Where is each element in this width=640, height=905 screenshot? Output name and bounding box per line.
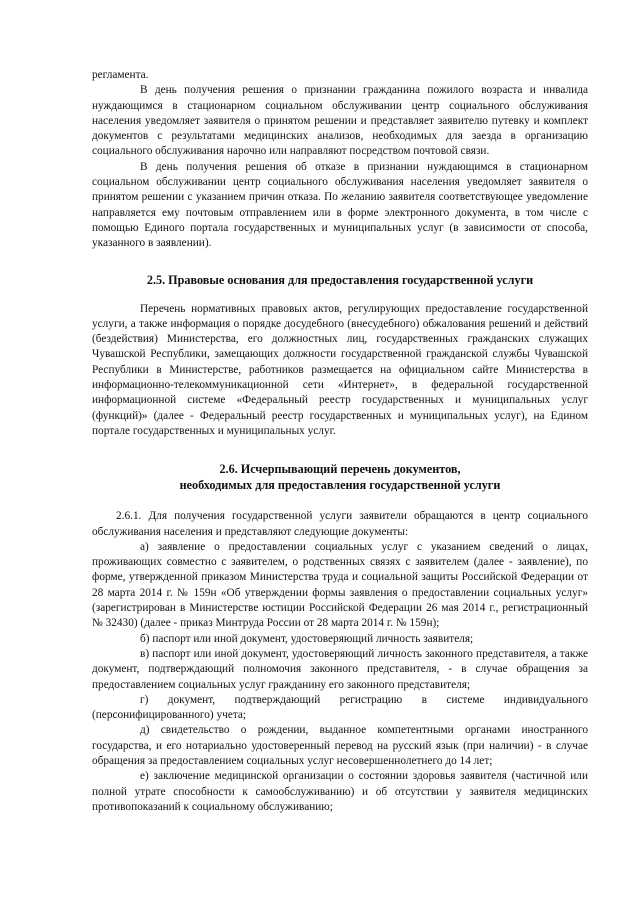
list-item-v: в) паспорт или иной документ, удостоверяющий личность законного представителя, а также документ, подтверждающий полномочия законного представителя, - в случае обращения за предоставлением социальных услуг гражданину его законного представителя; — [92, 647, 588, 691]
section-2-6-heading — [92, 461, 588, 493]
section-2-6-heading-line2: необходимых для предоставления государственной услуги — [179, 478, 501, 493]
section-2-6-intro: 2.6.1. Для получения государственной услуги заявители обращаются в центр социального обслуживания населения и представляют следующие документы: — [92, 510, 588, 538]
paragraph-positive-decision: В день получения решения о признании гражданина пожилого возраста и инвалида нуждающимся в стационарном социальном обслуживании центр социального обслуживания населения уведомляет заявителя о принятом решении и представляет заявителю путевку и комплект документов с результатами медицинских анализов, необходимых для заезда в организацию социального обслуживания нарочно или направляют посредством почтовой связи. — [92, 84, 588, 158]
paragraph-continuation: регламента. — [92, 69, 149, 81]
list-item-b: б) паспорт или иной документ, удостоверяющий личность заявителя; — [140, 632, 474, 645]
list-item-g: г) документ, подтверждающий регистрацию в системе индивидуального (персонифицированного) учета; — [92, 693, 588, 722]
list-item-e: е) заключение медицинской организации о состоянии здоровья заявителя (частичной или полной утрате способности к самообслуживанию) и об отсутствии у заявителя медицинских противопоказаний к социальному обслуживанию; — [92, 770, 588, 813]
list-item-a: а) заявление о предоставлении социальных услуг с указанием сведений о лицах, проживающих совместно с заявителем, о родственных связях с заявителем (далее - заявление), по форме, утвержденной приказом Министерства труда и социальной защиты Российской Федерации от 28 марта 2014 г. № 159н «Об утверждении формы заявления о предоставлении социальных услуг» (зарегистрирован в Министерстве юстиции Российской Федерации 26 мая 2014 г., регистрационный № 32430) (далее - приказ Минтруда России от 28 марта 2014 г. № 159н); — [92, 540, 588, 630]
section-2-6-heading-line1: 2.6. Исчерпывающий перечень документов, — [219, 462, 461, 477]
section-2-5-heading: 2.5. Правовые основания для предоставления государственной услуги — [146, 272, 534, 287]
list-item-d: д) свидетельство о рождении, выданное компетентными органами иностранного государства, и его нотариально удостоверенный перевод на русский язык (при наличии) - в случае обращения за предоставлением социальных услуг несовершеннолетнего до 14 лет; — [92, 724, 588, 767]
paragraph-negative-decision: В день получения решения об отказе в признании нуждающимся в стационарном социальном обслуживании центр социального обслуживания населения уведомляет заявителя о принятом решении с указанием причин отказа. По желанию заявителя соответствующее уведомление направляется ему почтовым отправлением или в форме электронного документа, в том числе с помощью Единого портала государственных и муниципальных услуг (в зависимости от способа, указанного в заявлении). — [92, 160, 588, 250]
document-body — [92, 68, 588, 815]
section-2-5-text: Перечень нормативных правовых актов, регулирующих предоставление государственной услуги, а также информация о порядке досудебного (внесудебного) обжалования решений и действий (бездействия) Министерства, его должностных лиц, государственных гражданских служащих Чувашской Республики, замещающих должности государственной гражданской службы Чувашской Республики в Министерстве, работников размещается на официальном сайте Министерства в информационно-телекоммуникационной сети «Интернет», в федеральной государственной информационной системе «Федеральный реестр государственных и муниципальных услуг (функций)» (далее - Федеральный реестр государственных и муниципальных услуг), на Едином портале государственных и муниципальных услуг. — [92, 302, 588, 437]
